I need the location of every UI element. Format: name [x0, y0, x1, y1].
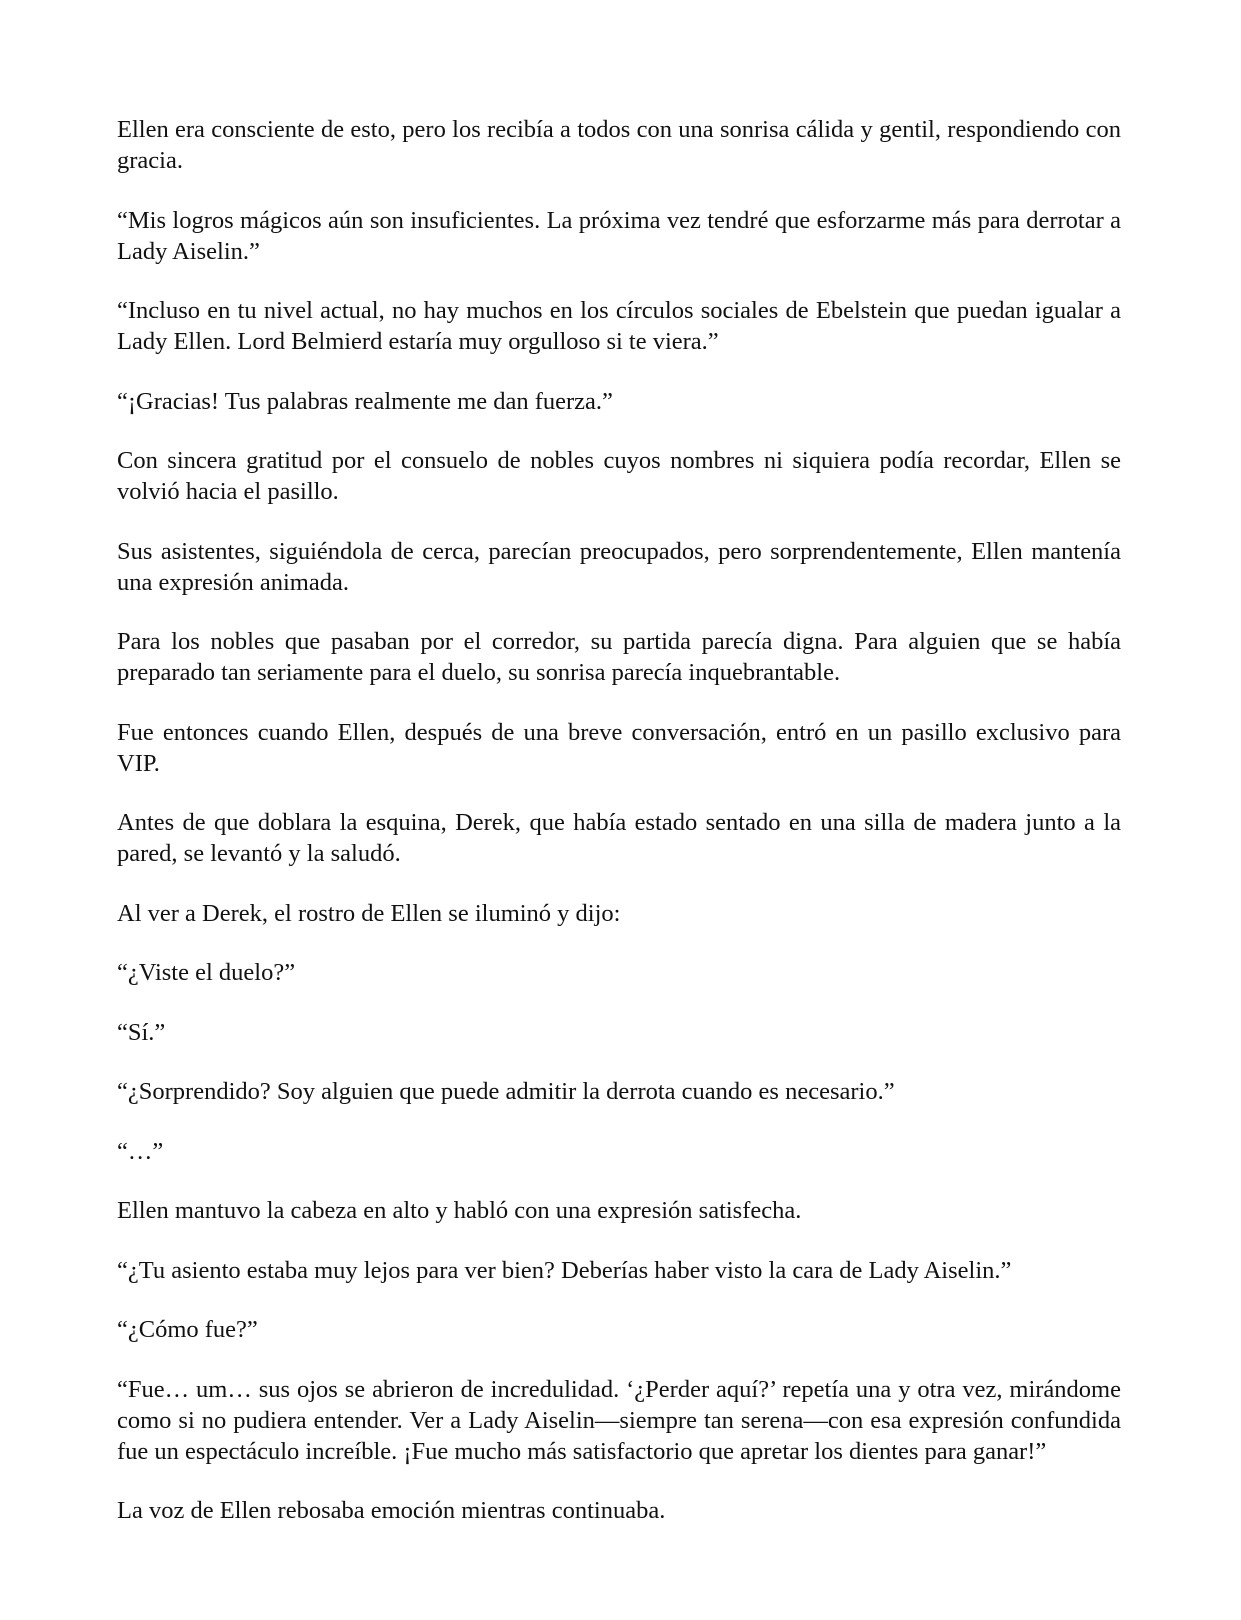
paragraph: Sus asistentes, siguiéndola de cerca, parecían preocupados, pero sorprendentemente, Ellen mantenía una expresión animada. — [117, 537, 1121, 596]
paragraph: “Mis logros mágicos aún son insuficientes. La próxima vez tendré que esforzarme más para derrotar a Lady Aiselin.” — [117, 206, 1121, 265]
paragraph: Antes de que doblara la esquina, Derek, que había estado sentado en una silla de madera junto a la pared, se levantó y la saludó. — [117, 809, 1121, 867]
paragraph: Con sincera gratitud por el consuelo de nobles cuyos nombres ni siquiera podía recordar, Ellen se volvió hacia el pasillo. — [117, 447, 1121, 505]
paragraph: Fue entonces cuando Ellen, después de una breve conversación, entró en un pasillo exclusivo para VIP. — [117, 718, 1121, 777]
paragraph: Al ver a Derek, el rostro de Ellen se iluminó y dijo: — [117, 899, 621, 927]
paragraph: “…” — [117, 1137, 164, 1165]
paragraph: “¿Tu asiento estaba muy lejos para ver bien? Deberías haber visto la cara de Lady Aiselin.” — [117, 1256, 1012, 1284]
paragraph: La voz de Ellen rebosaba emoción mientras continuaba. — [117, 1497, 666, 1524]
document-body — [117, 114, 1121, 1555]
paragraph: “¿Cómo fue?” — [117, 1316, 258, 1343]
paragraph: Ellen mantuvo la cabeza en alto y habló con una expresión satisfecha. — [117, 1197, 802, 1224]
paragraph: “Sí.” — [117, 1018, 166, 1046]
paragraph: “¡Gracias! Tus palabras realmente me dan fuerza.” — [117, 387, 613, 415]
paragraph: Ellen era consciente de esto, pero los recibía a todos con una sonrisa cálida y gentil, respondiendo con gracia. — [117, 116, 1121, 174]
paragraph: “Fue… um… sus ojos se abrieron de incredulidad. ‘¿Perder aquí?’ repetía una y otra vez, mirándome como si no pudiera entender. Ver a Lady Aiselin—siempre tan serena—con esa expresión confundida fue un espectáculo increíble. ¡Fue mucho más satisfactorio que apretar los dientes para ganar!” — [117, 1375, 1121, 1465]
paragraph: “¿Viste el duelo?” — [117, 959, 296, 986]
paragraph: “¿Sorprendido? Soy alguien que puede admitir la derrota cuando es necesario.” — [117, 1078, 895, 1105]
paragraph: Para los nobles que pasaban por el corredor, su partida parecía digna. Para alguien que se había preparado tan seriamente para el duelo, su sonrisa parecía inquebrantable. — [117, 628, 1121, 686]
paragraph: “Incluso en tu nivel actual, no hay muchos en los círculos sociales de Ebelstein que puedan igualar a Lady Ellen. Lord Belmierd estaría muy orgulloso si te viera.” — [117, 297, 1121, 355]
